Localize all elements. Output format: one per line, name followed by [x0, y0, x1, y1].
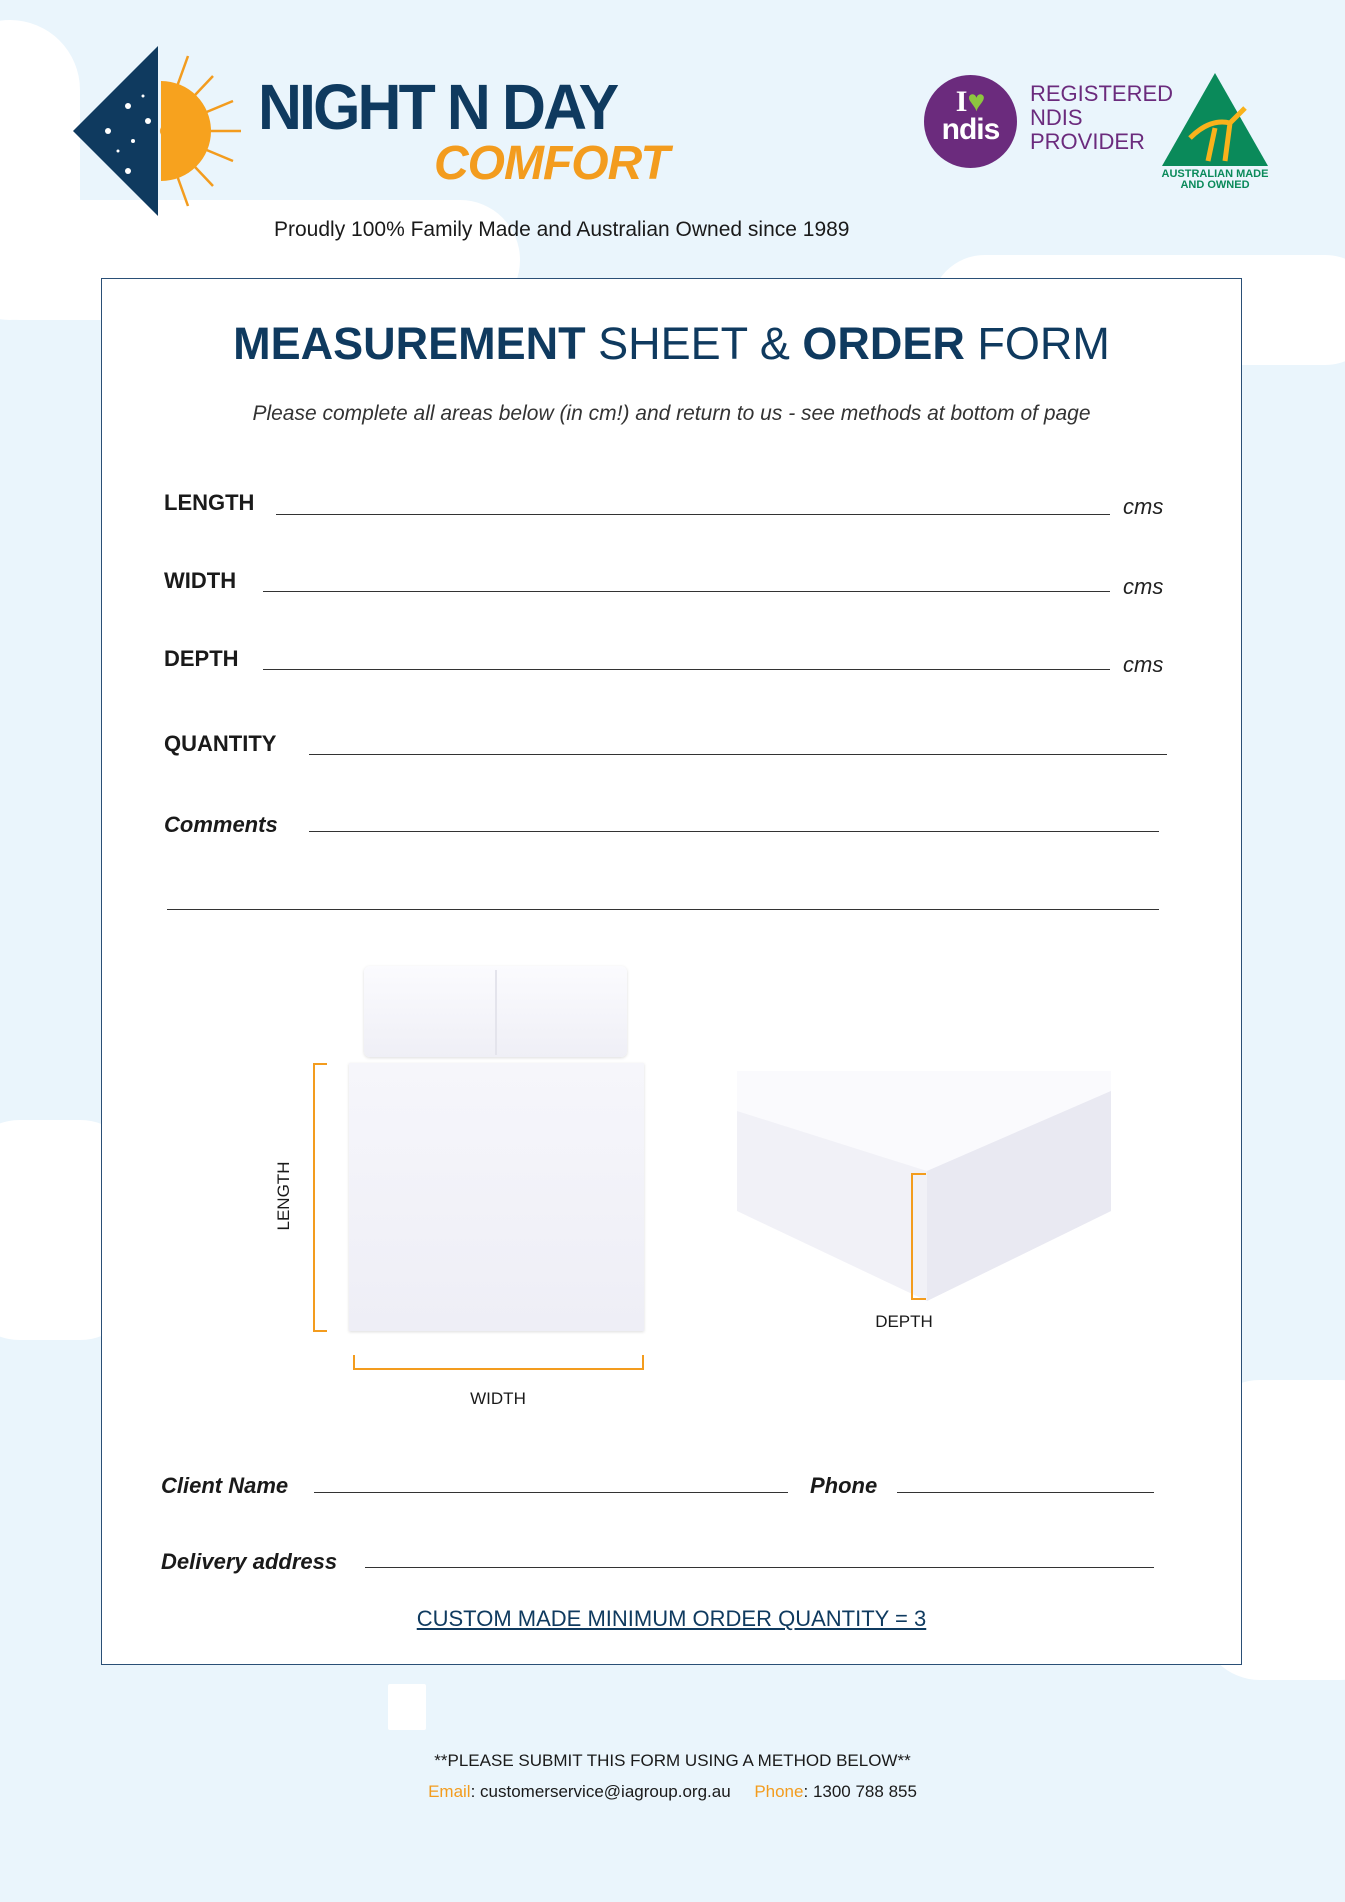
depth-unit: cms: [1123, 652, 1164, 677]
width-unit: cms: [1123, 574, 1164, 599]
delivery-address-input[interactable]: [365, 1567, 1154, 1568]
client-name-input[interactable]: [314, 1492, 788, 1493]
form-subtitle: Please complete all areas below (in cm!) and return to us - see methods at bottom of page: [252, 402, 1091, 425]
comments-label: Comments: [164, 812, 278, 837]
width-bracket: [353, 1355, 644, 1370]
length-label: LENGTH: [164, 490, 255, 515]
depth-input[interactable]: [263, 669, 1110, 670]
cloud: [388, 1684, 426, 1730]
pillow-divider: [495, 970, 497, 1055]
comments-input[interactable]: [309, 831, 1159, 832]
brand-name: NIGHT N DAY: [258, 71, 617, 143]
diagram-width-label: WIDTH: [470, 1389, 526, 1408]
depth-label: DEPTH: [164, 646, 239, 671]
order-form: [101, 278, 1242, 1665]
brand-sub: COMFORT: [434, 137, 669, 190]
form-title: MEASUREMENT SHEET & ORDER FORM: [233, 318, 1110, 369]
quantity-label: QUANTITY: [164, 731, 277, 756]
contact-info: Email: customerservice@iagroup.org.au Phone: 1300 788 855: [428, 1782, 917, 1801]
phone-label: Phone: [810, 1473, 878, 1498]
quantity-input[interactable]: [309, 754, 1167, 755]
ndis-provider-text: REGISTERED NDIS PROVIDER: [1030, 81, 1174, 154]
australian-made-kangaroo-icon: [1160, 73, 1270, 168]
phone-number[interactable]: 1300 788 855: [812, 1782, 917, 1801]
diagram-length-label: LENGTH: [274, 1161, 293, 1231]
width-label: WIDTH: [164, 568, 237, 593]
length-input[interactable]: [276, 514, 1110, 515]
duvet-image: [349, 1063, 644, 1331]
comments-input-line-2[interactable]: [167, 909, 1159, 910]
australian-made-text: AUSTRALIAN MADE AND OWNED: [1161, 168, 1269, 191]
delivery-address-label: Delivery address: [161, 1549, 338, 1574]
phone-input[interactable]: [897, 1492, 1154, 1493]
ndis-logo: I♥ ndis: [924, 75, 1017, 168]
length-bracket: [313, 1063, 327, 1332]
submit-notice: **PLEASE SUBMIT THIS FORM USING A METHOD BELOW**: [434, 1751, 911, 1770]
diagram-depth-label: DEPTH: [875, 1312, 933, 1331]
email-link[interactable]: customerservice@iagroup.org.au: [480, 1782, 731, 1801]
email-label: Email: [428, 1782, 471, 1801]
width-input[interactable]: [263, 591, 1110, 592]
client-name-label: Client Name: [161, 1473, 289, 1498]
night-n-day-logo-icon: [73, 46, 243, 216]
minimum-order-notice: CUSTOM MADE MINIMUM ORDER QUANTITY = 3: [416, 1606, 927, 1631]
length-unit: cms: [1123, 494, 1164, 519]
depth-bracket: [911, 1173, 926, 1300]
tagline: Proudly 100% Family Made and Australian Owned since 1989: [274, 218, 850, 241]
phone-label-footer: Phone: [754, 1782, 804, 1801]
